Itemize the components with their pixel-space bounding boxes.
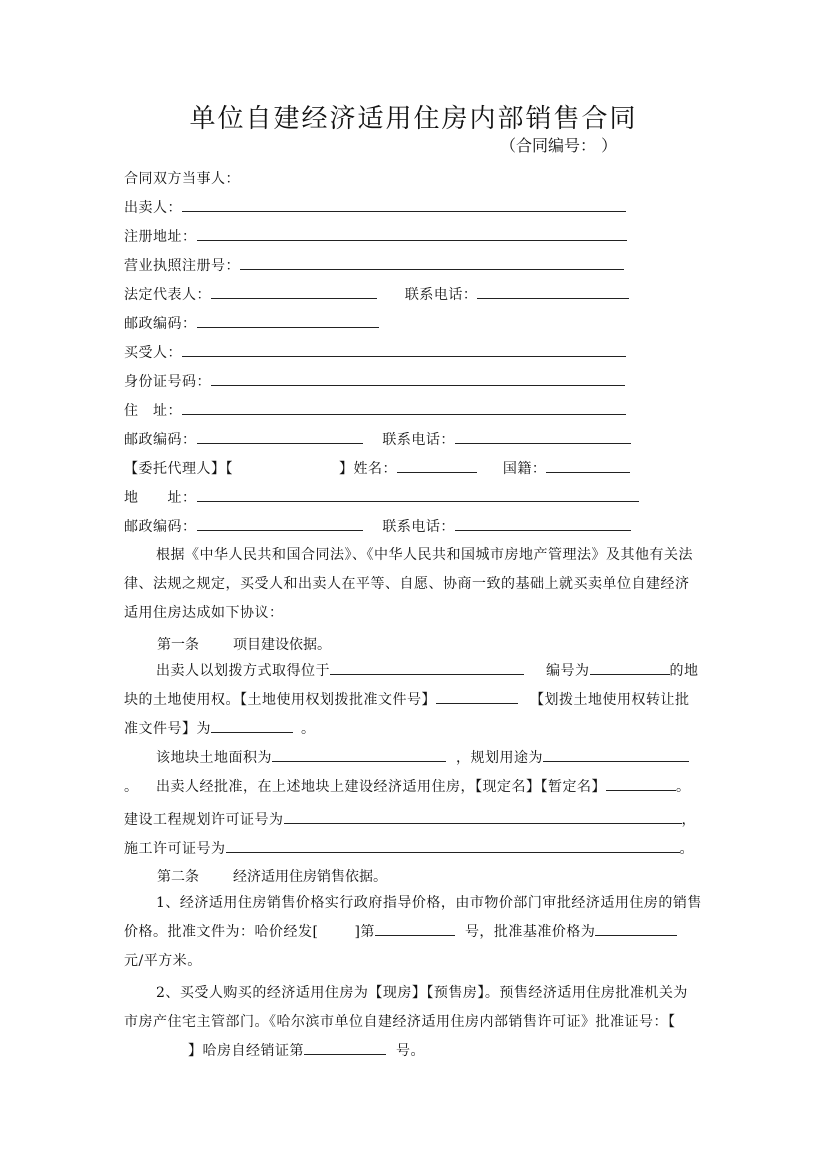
article2-title: 经济适用住房销售依据。	[233, 869, 387, 885]
article1-paragraph1	[124, 657, 702, 744]
buyer-phone-blank[interactable]	[455, 429, 631, 444]
id-label: 身份证号码：	[124, 374, 211, 390]
a1p2-a: 该地块土地面积为	[156, 750, 272, 766]
id-blank[interactable]	[211, 371, 625, 386]
article1-number: 第一条	[157, 637, 199, 653]
buyer-postal-row	[124, 429, 631, 449]
article1-heading	[157, 634, 331, 654]
legal-rep-row	[124, 284, 629, 304]
agent-address-blank[interactable]	[197, 487, 639, 502]
agent-name-blank[interactable]	[397, 458, 477, 473]
nationality-blank[interactable]	[546, 458, 630, 473]
article2-paragraph2	[124, 979, 702, 1066]
postal-row	[124, 313, 379, 333]
a2-price-blank[interactable]	[595, 921, 677, 936]
agent-phone-label: 联系电话：	[382, 519, 455, 535]
article2-paragraph1	[124, 889, 702, 976]
buyer-label: 买受人：	[124, 345, 182, 361]
legal-rep-label: 法定代表人：	[124, 287, 211, 303]
a1-area-blank[interactable]	[272, 747, 446, 762]
planning-permit-blank[interactable]	[284, 809, 682, 824]
license-label: 营业执照注册号：	[124, 258, 240, 274]
a2p1-d: 元/平方米。	[124, 953, 202, 969]
contract-number: （合同编号： ）	[500, 136, 618, 155]
a1-use-blank[interactable]	[543, 747, 689, 762]
reg-address-blank[interactable]	[197, 226, 627, 241]
buyer-postal-blank[interactable]	[197, 429, 363, 444]
nationality-label: 国籍：	[502, 461, 547, 477]
a1p5-b: 。	[679, 841, 694, 857]
legal-rep-blank[interactable]	[211, 284, 377, 299]
reg-address-row	[124, 226, 627, 246]
article1-paragraph3	[124, 773, 702, 802]
a1p2-b: ，规划用途为	[456, 750, 543, 766]
address-blank[interactable]	[182, 400, 626, 415]
construction-permit-blank[interactable]	[226, 838, 680, 853]
a1p1-d: 【划拨土地使用权转让批准文件号】为	[124, 692, 690, 737]
a1p4-b: ，	[681, 812, 696, 828]
planning-permit-row	[124, 809, 696, 829]
buyer-row	[124, 342, 626, 362]
a2-doc-number-blank[interactable]	[375, 921, 455, 936]
license-row	[124, 255, 624, 275]
postal-blank[interactable]	[197, 313, 379, 328]
a1p1-c: 的地块的土地使用权。【土地使用权划拨批准文件号】	[124, 663, 699, 708]
license-blank[interactable]	[240, 255, 624, 270]
construction-permit-row	[124, 838, 694, 858]
agent-row	[124, 458, 630, 478]
a1-project-name-blank[interactable]	[606, 776, 676, 791]
article2-heading	[157, 866, 387, 886]
a2p2-b: 】哈房自经销证第	[188, 1043, 304, 1059]
parties-intro: 合同双方当事人：	[124, 171, 240, 187]
address-row	[124, 400, 626, 420]
phone-label: 联系电话：	[404, 287, 478, 303]
preamble: 根据《中华人民共和国合同法》、《中华人民共和国城市房地产管理法》及其他有关法律、法规之规定，买受人和出卖人在平等、自愿、协商一致的基础上就买卖单位自建经济适用住房达成如下协议：	[124, 547, 693, 621]
agent-postal-row	[124, 516, 631, 536]
agent-address-row	[124, 487, 639, 507]
a1p3-a: 出卖人经批准，在上述地块上建设经济适用住房，【现定名】【暂定名】	[156, 779, 606, 795]
buyer-blank[interactable]	[182, 342, 626, 357]
a1-allot-doc-blank[interactable]	[436, 689, 518, 704]
agent-address-label: 地 址：	[124, 490, 197, 506]
agent-phone-blank[interactable]	[455, 516, 631, 531]
postal-label: 邮政编码：	[124, 316, 197, 332]
seller-row	[124, 197, 626, 217]
article1-title: 项目建设依据。	[233, 637, 331, 653]
seller-blank[interactable]	[182, 197, 626, 212]
a1p5-a: 施工许可证号为	[124, 841, 226, 857]
agent-name-label: 】姓名：	[339, 461, 397, 477]
a1p2-c: 。	[124, 779, 139, 795]
a1p4-a: 建设工程规划许可证号为	[124, 812, 284, 828]
a1-number-blank[interactable]	[590, 660, 670, 675]
agent-postal-blank[interactable]	[197, 516, 363, 531]
phone-blank[interactable]	[477, 284, 629, 299]
a2p1-a: 1、经济适用住房销售价格实行政府指导价格，由市物价部门审批经济适用住房的销售价格。批准文件为：哈价经发[	[124, 895, 702, 940]
a1p1-e: 。	[301, 721, 316, 737]
seller-label: 出卖人：	[124, 200, 182, 216]
a2p1-b: ]第	[354, 924, 375, 940]
reg-address-label: 注册地址：	[124, 229, 197, 245]
a2-permit-number-blank[interactable]	[304, 1040, 386, 1055]
buyer-postal-label: 邮政编码：	[124, 432, 197, 448]
article2-number: 第二条	[157, 869, 199, 885]
agent-postal-label: 邮政编码：	[124, 519, 197, 535]
a2p2-a: 2、买受人购买的经济适用住房为【现房】【预售房】。预售经济适用住房批准机关为市房产住宅主管部门。《哈尔滨市单位自建经济适用住房内部销售许可证》批准证号：【	[124, 985, 688, 1030]
agent-prefix: 【委托代理人】【	[124, 461, 233, 477]
buyer-phone-label: 联系电话：	[382, 432, 455, 448]
address-label: 住 址：	[124, 403, 182, 419]
a1p3-b: 。	[676, 779, 691, 795]
a1p1-b: 编号为	[546, 663, 590, 679]
a1p1-a: 出卖人以划拨方式取得位于	[156, 663, 330, 679]
a2p1-c: 号，批准基准价格为	[464, 924, 596, 940]
a1-transfer-doc-blank[interactable]	[211, 718, 293, 733]
a2p2-c: 号。	[396, 1043, 425, 1059]
a1-location-blank[interactable]	[330, 660, 524, 675]
id-row	[124, 371, 625, 391]
document-title: 单位自建经济适用住房内部销售合同	[189, 104, 638, 134]
